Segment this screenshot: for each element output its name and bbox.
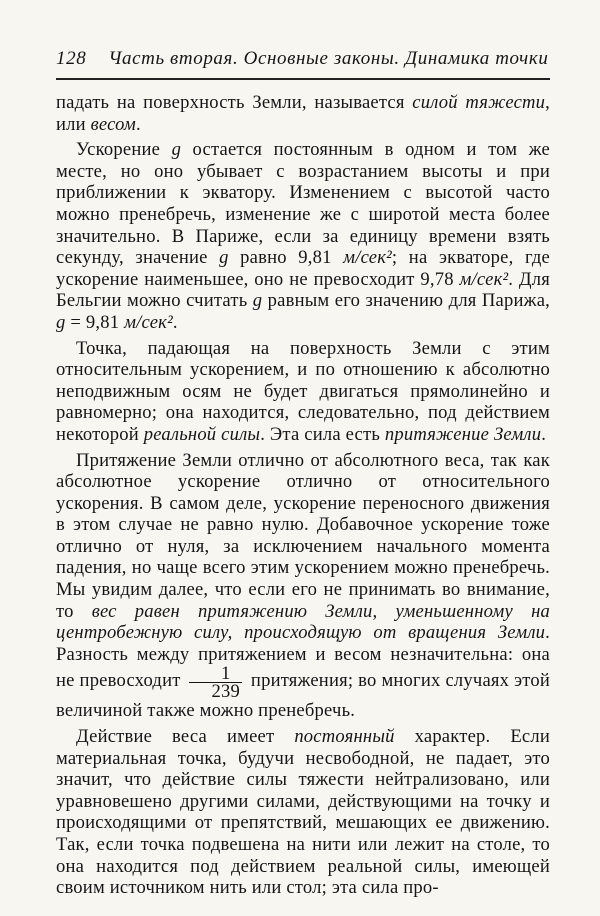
- paragraph-2: [56, 338, 550, 446]
- text-run: .: [135, 113, 141, 135]
- paragraph-1: [56, 139, 550, 333]
- term-constant: постоянный: [294, 726, 395, 748]
- paragraph-0: [56, 92, 550, 135]
- text-run: равно 9,81: [228, 247, 344, 269]
- symbol-g: g: [252, 290, 263, 312]
- running-title: Часть вторая. Основные законы. Динамика точки: [108, 48, 549, 69]
- text-run: , или: [56, 92, 550, 135]
- text-run: .: [541, 423, 547, 445]
- text-run: = 9,81: [65, 311, 125, 333]
- text-run: . Для Бельгии можно считать: [56, 268, 550, 312]
- text-run: Действие веса имеет: [76, 726, 295, 748]
- unit: м/сек²: [124, 311, 173, 333]
- page-header: [56, 48, 550, 70]
- fraction: [189, 663, 242, 703]
- unit: м/сек²: [343, 247, 392, 269]
- header-rule: [56, 78, 550, 80]
- text-run: Точка, падающая на поверхность Земли с этим относительным ускорением, и по отношению к абсолютно неподвижным осям не будет двигаться прямолинейно и равномерно; она находится, следовательно, под действием некоторой: [56, 337, 550, 445]
- term-earth-attraction: притяжение Земли: [384, 423, 542, 445]
- text-run: равным его значению для Парижа,: [262, 290, 551, 312]
- text-run: Притяжение Земли отлично от абсолютного веса, так как абсолютное ускорение отлично от относительного ускорения. В самом деле, ускорение переносного движения в этом случае не равно нулю. Добавочное ускорение тоже отлично от нуля, за исключением начального момента падения, но чаще всего этим ускорением можно пренебречь. Мы увидим далее, что если его не принимать во внимание, то: [56, 449, 550, 622]
- paragraph-4: [56, 726, 550, 899]
- fraction-denominator: 239: [211, 681, 240, 703]
- text-run: Ускорение: [76, 139, 172, 161]
- symbol-g: g: [171, 139, 182, 161]
- text-run: падать на поверхность Земли, называется: [56, 92, 413, 113]
- unit: м/сек²: [459, 268, 509, 290]
- text-run: . Эта сила есть: [260, 423, 385, 445]
- text-run: ; на экваторе, где ускорение наименьшее, оно не превосходит 9,78: [56, 247, 550, 290]
- page-number: 128: [56, 48, 87, 69]
- text-run: . Разность между притяжением и весом незначительна: она не превосходит: [56, 622, 550, 692]
- term-real-force: реальной силы: [143, 423, 261, 445]
- text-run: характер. Если материальная точка, будучи несвободной, не падает, это значит, что действие силы тяжести нейтрализовано, или уравновешено другими силами, действующими на точку и происходящими от препятствий, мешающих ее движению. Так, если точка подвешена на нити или лежит на столе, то она находится под действием реальной силы, имеющей своим источником нить или стол; эта сила про-: [56, 726, 551, 899]
- symbol-g: g: [219, 247, 229, 269]
- text-run: притяжения; во многих случаях этой величиной также можно пренебречь.: [56, 670, 550, 722]
- paragraph-3: [56, 450, 550, 723]
- text-run: остается постоянным в одном и том же месте, но оно убывает с возрастанием высоты и при приближении к экватору. Изменением с высотой часто можно пренебречь, изменение же с широтой места более значительно. В Париже, если за единицу времени взять секунду, значение: [56, 139, 551, 269]
- symbol-g: g: [56, 311, 66, 333]
- emphasized-statement: вес равен притяжению Земли, уменьшенному на центробежную силу, происходящую от вращения Земли: [56, 600, 550, 644]
- fraction-numerator: 1: [189, 665, 242, 683]
- term-weight: весом: [90, 113, 136, 135]
- term-gravity-force: силой тяжести: [412, 92, 546, 113]
- text-run: .: [172, 311, 178, 333]
- page-body: [56, 92, 550, 899]
